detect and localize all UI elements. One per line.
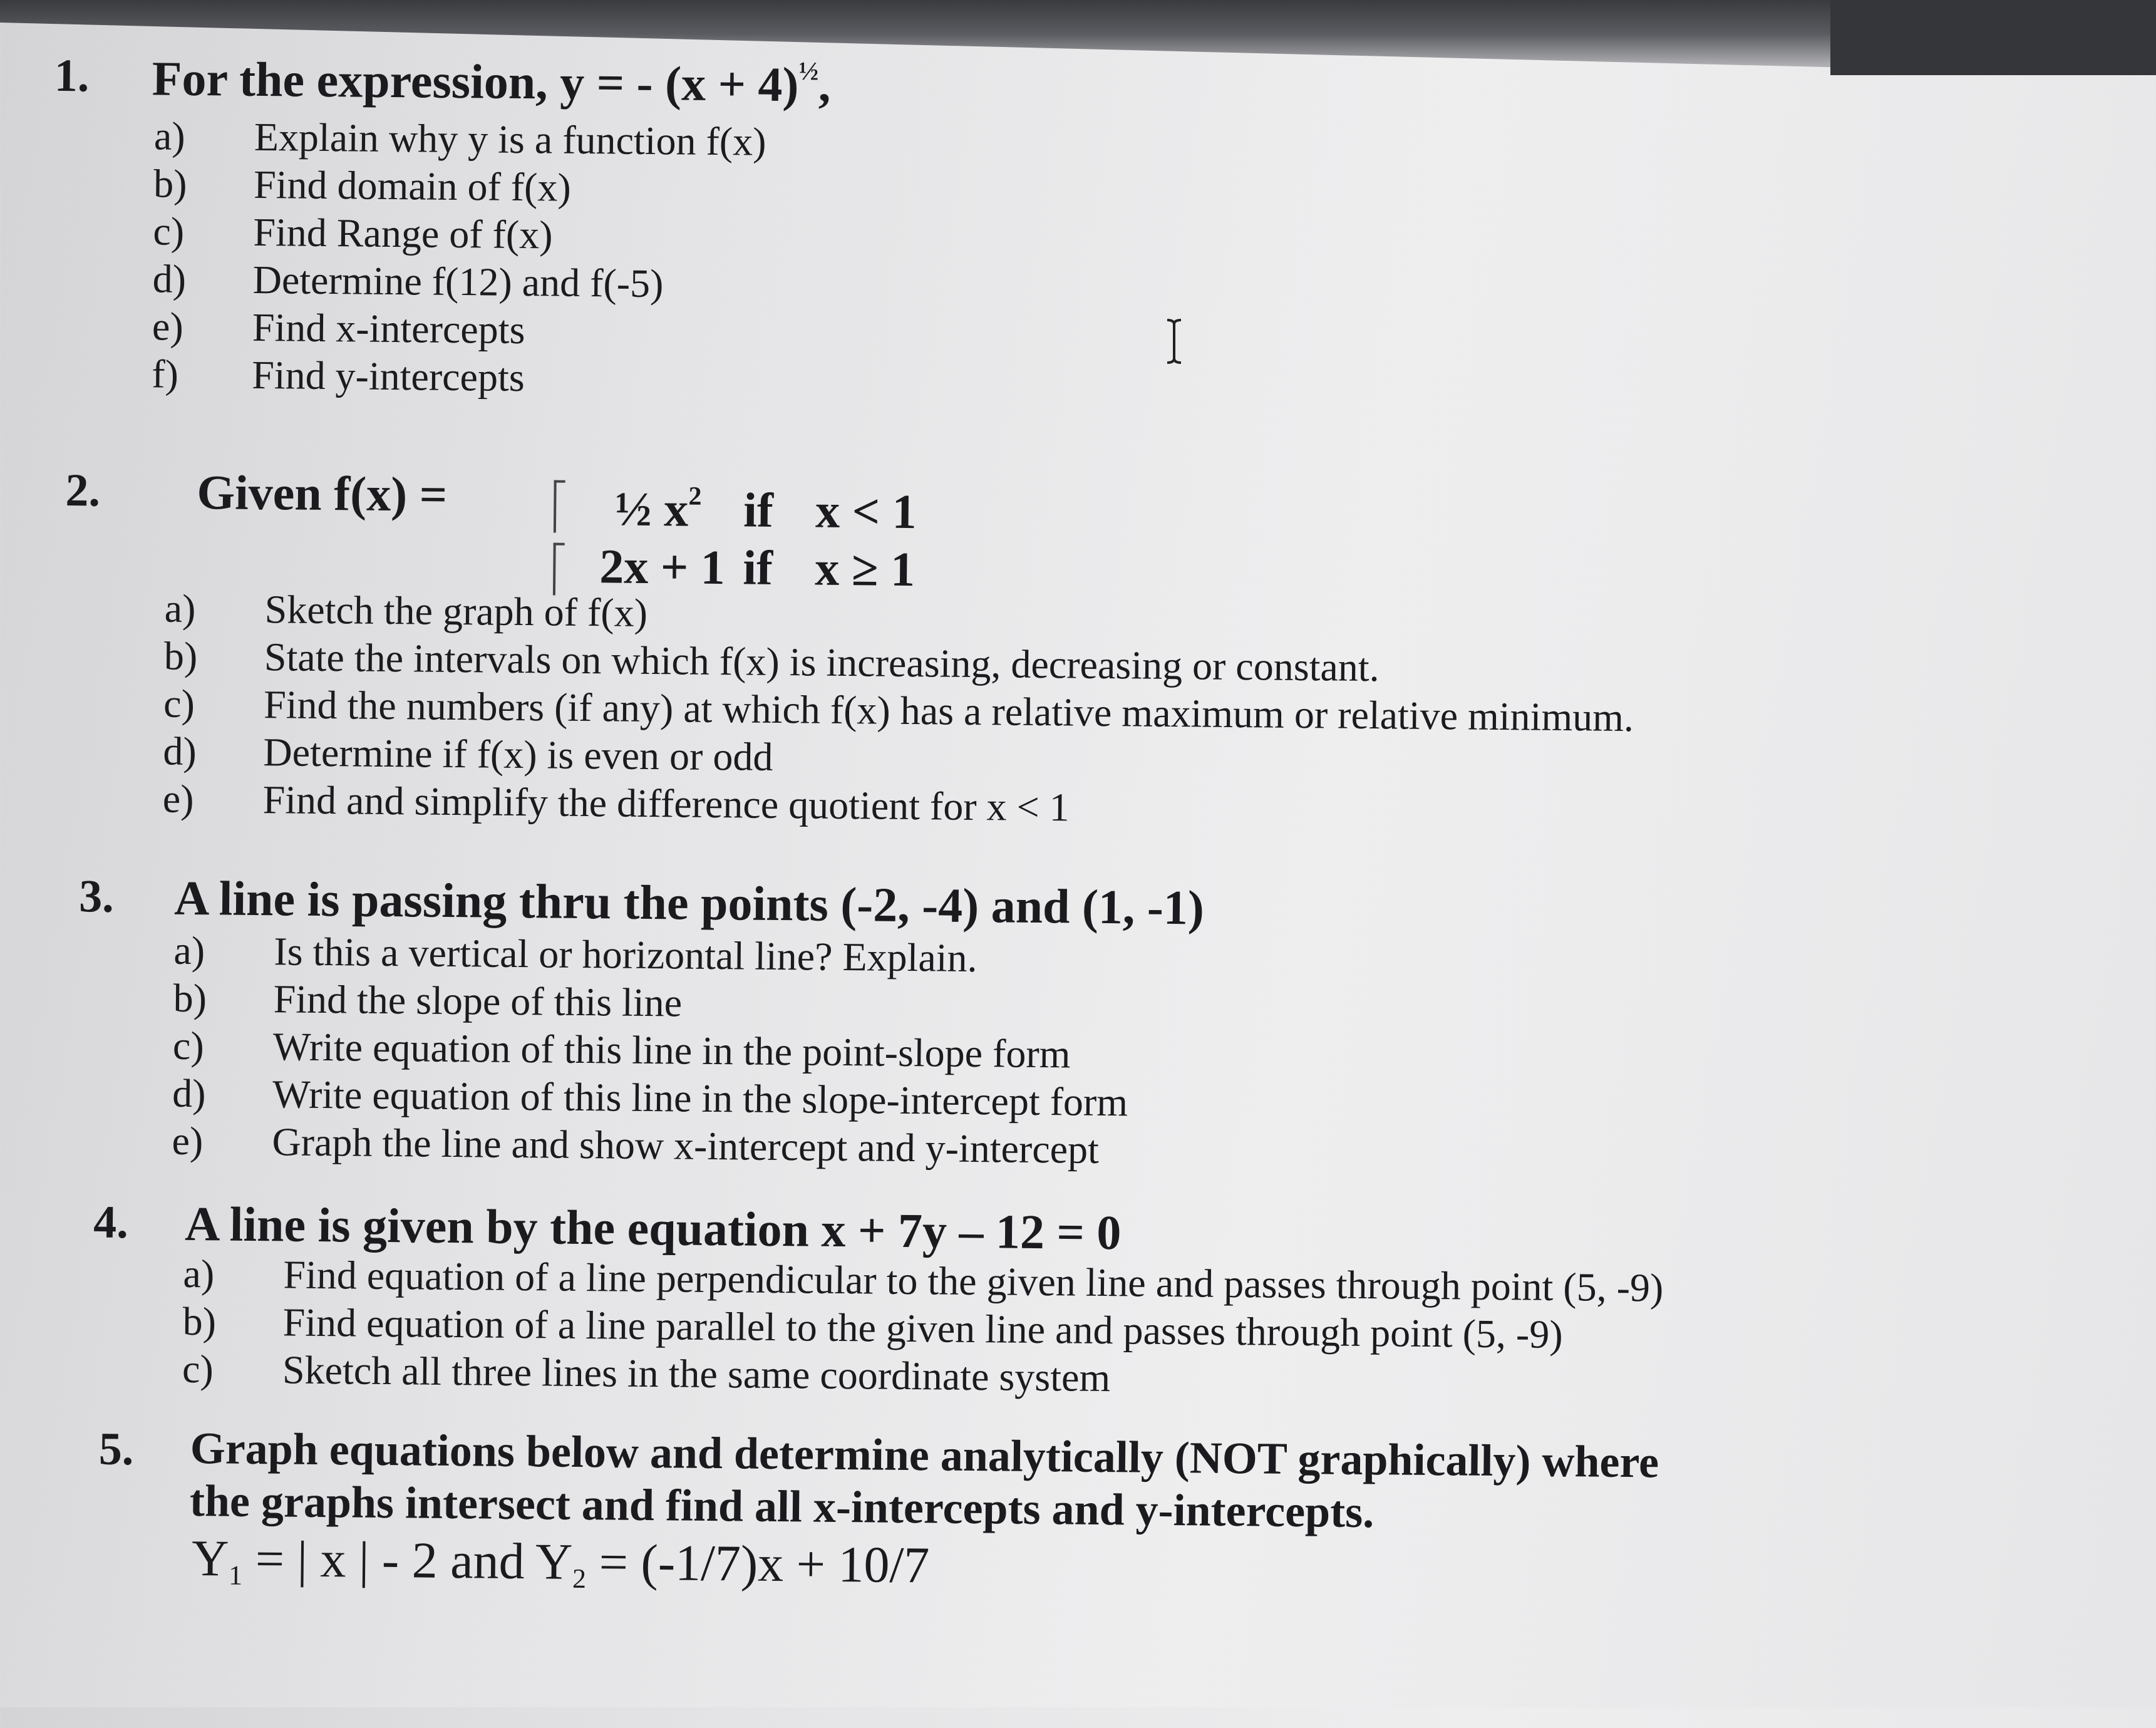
piecewise-brace-bottom <box>553 543 565 596</box>
item-text: State the intervals on which f(x) is increasing, decreasing or constant. <box>264 634 1380 690</box>
question-number: 5. <box>98 1423 134 1476</box>
item-letter: b) <box>163 633 198 679</box>
subquestion-list <box>172 928 1128 1172</box>
item-text: Find the numbers (if any) at which f(x) has a relative maximum or relative minimum. <box>263 682 1634 740</box>
item-letter: a) <box>164 586 196 631</box>
item-text: Find equation of a line perpendicular to the given line and passes through point (5, -9) <box>283 1252 1664 1310</box>
question-number: 2. <box>65 465 101 517</box>
title-end: , <box>818 57 831 112</box>
item-text: Determine if f(x) is even or odd <box>263 730 773 779</box>
title-exponent: ½ <box>798 57 819 86</box>
item-text: Graph the line and show x-intercept and y-intercept <box>272 1119 1100 1172</box>
title-text: For the expression, y = - (x + 4) <box>152 51 799 112</box>
equations: Y1 = | x | - 2 and Y2 = (-1/7)x + 10/7 <box>191 1529 930 1595</box>
item-letter: d) <box>163 728 197 774</box>
item-text: Write equation of this line in the point-slope form <box>272 1024 1071 1077</box>
question-number: 1. <box>54 49 90 102</box>
item-letter: b) <box>173 975 207 1021</box>
item-letter: b) <box>182 1298 217 1344</box>
list-item <box>163 633 1380 690</box>
piece-2-expression: 2x + 1 <box>599 539 726 595</box>
question-title-line-2: the graphs intersect and find all x-intercepts and y-intercepts. <box>189 1476 1375 1538</box>
item-text: Sketch the graph of f(x) <box>264 587 648 635</box>
subquestion-list <box>151 113 766 400</box>
item-text: Sketch all three lines in the same coordinate system <box>282 1347 1111 1400</box>
question-title: Given f(x) = <box>197 465 448 522</box>
item-letter: f) <box>151 351 179 396</box>
item-text: Find equation of a line parallel to the given line and passes through point (5, -9) <box>282 1300 1563 1357</box>
list-item <box>163 681 1634 740</box>
item-letter: a) <box>173 928 205 973</box>
item-letter: e) <box>172 1118 204 1164</box>
item-text: Find Range of f(x) <box>253 209 553 257</box>
piece-1-condition: x < 1 <box>815 483 917 539</box>
subquestion-list <box>182 1251 1664 1400</box>
item-text: Explain why y is a function f(x) <box>254 114 766 164</box>
item-text: Write equation of this line in the slope-intercept form <box>272 1072 1128 1125</box>
piecewise-brace-top <box>554 480 565 533</box>
list-item <box>182 1346 1111 1400</box>
item-text: Find domain of f(x) <box>253 162 572 210</box>
item-letter: b) <box>153 161 187 206</box>
item-text: Find the slope of this line <box>273 976 683 1025</box>
question-title: A line is passing thru the points (-2, -4) and (1, -1) <box>173 870 1205 935</box>
item-letter: c) <box>182 1346 214 1392</box>
question-title <box>152 50 831 113</box>
piece-2-if: if <box>742 540 773 595</box>
item-letter: a) <box>153 113 185 158</box>
list-item <box>164 586 648 635</box>
question-number: 3. <box>78 871 115 923</box>
question-title: A line is given by the equation x + 7y – 12 = 0 <box>184 1196 1122 1260</box>
list-item <box>152 256 664 306</box>
item-letter: c) <box>163 681 195 727</box>
item-text: Is this a vertical or horizontal line? Explain. <box>274 929 977 981</box>
list-item <box>172 1070 1128 1125</box>
list-item <box>182 1298 1563 1357</box>
item-text: Find x-intercepts <box>252 304 525 353</box>
list-item <box>162 776 1070 830</box>
question-title-line-1: Graph equations below and determine analytically (NOT graphically) where <box>190 1423 1659 1487</box>
text-cursor-icon <box>1165 318 1184 365</box>
item-letter: c) <box>172 1023 205 1068</box>
list-item <box>152 303 525 353</box>
subquestion-list <box>162 586 1634 830</box>
ibeam-cursor-icon <box>1165 318 1184 365</box>
item-letter: e) <box>152 304 184 349</box>
item-letter: a) <box>183 1251 215 1296</box>
item-text: Find and simplify the difference quotient for x < 1 <box>262 777 1070 830</box>
item-letter: e) <box>162 776 194 822</box>
item-text: Find y-intercepts <box>251 352 525 400</box>
list-item <box>173 928 977 981</box>
item-letter: d) <box>172 1070 206 1116</box>
question-number: 4. <box>93 1196 129 1249</box>
item-letter: d) <box>152 256 187 301</box>
list-item <box>153 160 572 210</box>
list-item <box>153 113 766 164</box>
item-text: Determine f(12) and f(-5) <box>252 257 664 306</box>
piece-1-if: if <box>743 482 774 537</box>
piece-1-expression: ½ $x^2$ <box>614 481 702 537</box>
item-letter: c) <box>153 209 185 254</box>
piece-2-condition: x ≥ 1 <box>814 541 916 597</box>
